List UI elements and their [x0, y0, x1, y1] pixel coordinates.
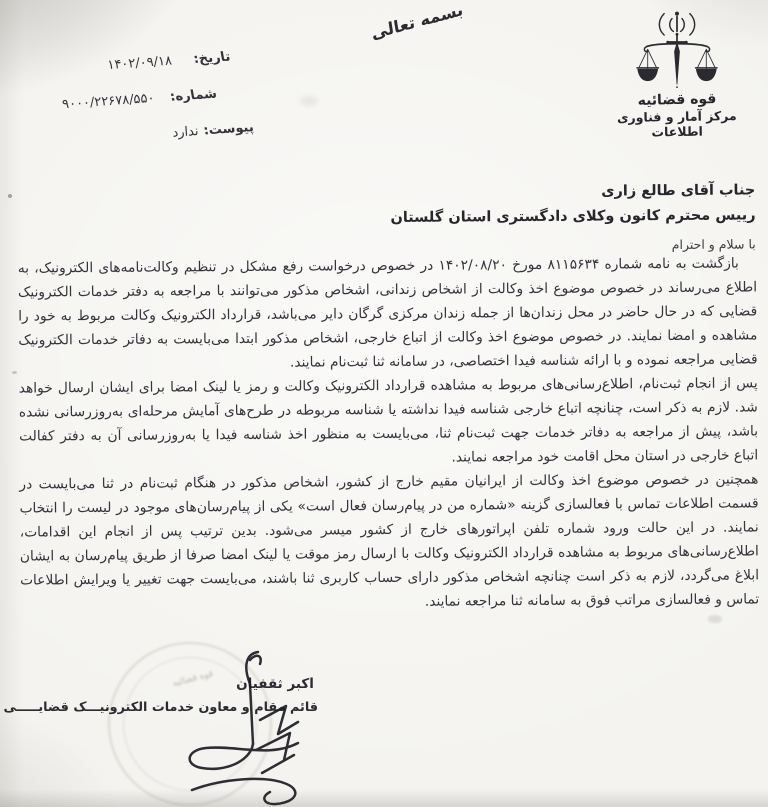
iran-emblem-icon — [659, 14, 664, 35]
handwritten-signature-icon — [140, 640, 350, 807]
scan-smudge — [300, 96, 318, 106]
besmele-calligraphy: بسمه تعالی — [370, 0, 465, 44]
judiciary-scales-icon — [625, 10, 729, 90]
letter-paragraph-3: همچنین در خصوص موضوع اخذ وکالت از ایرانیان مقیم خارج از کشور، اشخاص مذکور در هنگام ثبت‌نام در ثنا می‌بایست در قسمت اطلاعات تماس با فعالسازی گزینه «شماره من در پیام‌رسان فعال است» یکی از پیام‌رسان‌های موجود در لیست را انتخاب نمایند. در این حالت ورود شماره تلفن اپراتورهای خارج از کشور میسر می‌شود. بدین ترتیب پس از انجام این اقدامات، اطلاع‌رسانی‌های مربوط به مشاهده قرارداد الکترونیک وکالت با ارسال رمز موقت یا لینک امضا صرفا از طریق پیام‌رسان به ایشان ابلاغ می‌گردد، لازم به ذکر است چنانچه اشخاص مذکور دارای حساب کاربری ثنا باشند، می‌بایست جهت تغییر یا ویرایش اطلاعات تماس و فعالسازی مراتب فوق به سامانه ثنا مراجعه نمایند. — [19, 471, 760, 610]
recipient-block — [390, 180, 756, 254]
date-label: تاریخ: — [192, 49, 232, 67]
number-field — [25, 87, 218, 118]
org-unit: مرکز آمار و فناوری اطلاعات — [616, 107, 737, 140]
letter-body — [18, 251, 759, 616]
number-value: ۹۰۰۰/۲۲۶۷۸/۵۵۰ — [61, 90, 156, 113]
letter-paragraph-1: بازگشت به نامه شماره ۸۱۱۵۶۳۴ مورخ ۱۴۰۲/۰۸/۲۰ در خصوص درخواست رفع مشکل در تنظیم وکالت‌نامه‌های الکترونیک، به اطلاع می‌رساند در خصوص موضوع اخذ وکالت از اشخاص زندانی، اشخاص مذکور می‌توانند با مراجعه به دفتر خدمات الکترونیک قضایی که در حال حاضر در محل زندان‌ها از جمله زندان مرکزی گرگان دایر می‌باشد، قرارداد الکترونیک وکالت مربوط به خود را مشاهده و امضا نمایند. در خصوص موضوع اخذ وکالت از اتباع خارجی، اشخاص مذکور ابتدا می‌بایست به دفاتر خدمات الکترونیک قضایی مراجعه نموده و با ارائه شناسه فیدا اختصاصی، در سامانه ثنا ثبت‌نام نمایند. — [17, 255, 758, 371]
scan-smudge — [708, 615, 722, 623]
signatory-title: قائم مقام و معاون خدمات الکترونیـــک قضایـــــی — [3, 700, 318, 715]
stamp-text: قوه قضائیه — [171, 669, 215, 689]
salutation: با سلام و احترام — [671, 236, 756, 252]
attachment-label: پیوست: — [202, 120, 255, 139]
attachment-field — [28, 120, 255, 154]
recipient-name: جناب آقای طالع زاری — [601, 182, 756, 200]
date-value: ۱۴۰۲/۰۹/۱۸ — [106, 53, 173, 74]
recipient-title: رییس محترم کانون وکلای دادگستری استان گلستان — [390, 207, 756, 226]
letter-meta — [23, 48, 256, 172]
scan-speck — [12, 371, 17, 374]
scales-right-pan — [696, 69, 716, 80]
signatory-name: اکبر ثقفیان — [236, 676, 314, 692]
attachment-value: ندارد — [171, 123, 200, 141]
scan-speck — [8, 194, 12, 198]
org-name: قوه قضائیه — [637, 90, 717, 110]
number-label: شماره: — [169, 86, 219, 105]
scales-left-pan — [638, 69, 658, 80]
letterhead — [602, 10, 752, 139]
letter-paragraph-2: پس از انجام ثبت‌نام، اطلاع‌رسانی‌های مربوط به مشاهده قرارداد الکترونیک وکالت و رمز یا لینک امضا برای ایشان ارسال خواهد شد. لازم به ذکر است، چنانچه اتباع خارجی شناسه فیدا نداشته یا شناسه مربوطه در طرح‌های آمایش مرحله‌ای به‌روزرسانی نشده باشد، پیش از مراجعه به دفاتر خدمات جهت ثبت‌نام ثنا، می‌بایست به منظور اخذ شناسه فیدا یا به‌روزرسانی آن به دفتر کفالت اتباع خارجی در استان محل اقامت خود مراجعه نمایند. — [18, 375, 759, 466]
date-field — [23, 50, 232, 82]
